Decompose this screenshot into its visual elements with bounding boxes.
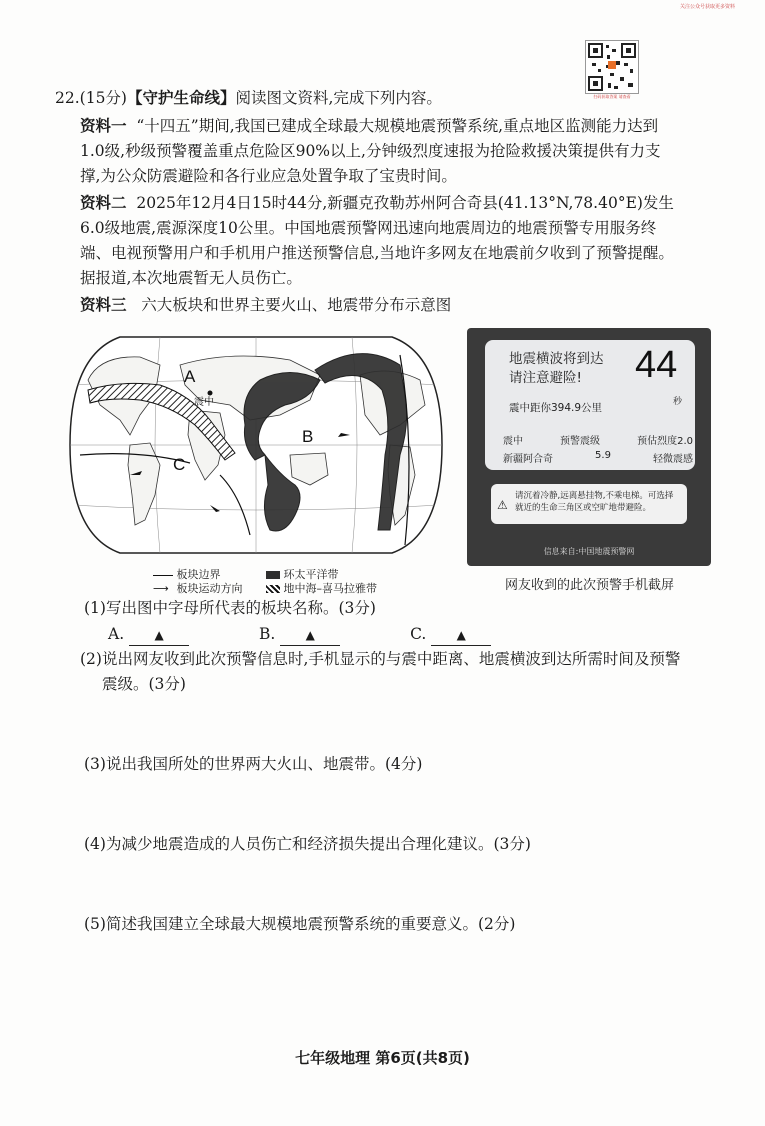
q3-text: (3)说出我国所处的世界两大火山、地震带。(4分) bbox=[84, 755, 423, 773]
legend-motion: 板块运动方向 bbox=[176, 582, 243, 595]
header-intensity: 预估烈度2.0 bbox=[637, 436, 693, 447]
material2-text: 2025年12月4日15时44分,新疆克孜勒苏州阿合奇县(41.13°N,78.40°E)发生 bbox=[136, 194, 674, 212]
material2-line1 bbox=[80, 193, 674, 213]
question-header bbox=[55, 88, 442, 108]
material2-line4: 据报道,本次地震暂无人员伤亡。 bbox=[80, 269, 302, 287]
q1-a-blank[interactable]: ▲ bbox=[129, 625, 189, 646]
top-note: 关注公众号获取更多资料 bbox=[680, 4, 736, 10]
material1-label: 资料一 bbox=[80, 117, 127, 135]
q1-a-label: A. bbox=[108, 625, 125, 643]
plate-map bbox=[60, 325, 452, 565]
q1-c-label: C. bbox=[410, 625, 427, 643]
phone-screenshot bbox=[467, 328, 711, 566]
epicenter-dot bbox=[208, 391, 213, 396]
legend-pacific: 环太平洋带 bbox=[283, 568, 339, 581]
material3-title: 六大板块和世界主要火山、地震带分布示意图 bbox=[141, 296, 452, 314]
countdown-unit: 秒 bbox=[673, 397, 683, 407]
material3-line bbox=[80, 295, 451, 315]
question-score: (15分) bbox=[79, 89, 127, 107]
info-table bbox=[503, 432, 693, 465]
material2-line2: 6.0级地震,震源深度10公里。中国地震预警网迅速向地震周边的地震预警专用服务终 bbox=[80, 219, 657, 237]
question-tag: 【守护生命线】 bbox=[126, 89, 236, 107]
page-footer: 七年级地理 第6页(共8页) bbox=[295, 1049, 470, 1067]
plate-c-label: C bbox=[173, 455, 186, 474]
q1-text: (1)写出图中字母所代表的板块名称。(3分) bbox=[84, 599, 376, 617]
warning-icon: ⚠ bbox=[497, 498, 508, 512]
q1-b-label: B. bbox=[258, 625, 276, 643]
alert-line1: 地震横波将到达 bbox=[509, 351, 604, 367]
q4-text: (4)为减少地震造成的人员伤亡和经济损失提出合理化建议。(3分) bbox=[84, 835, 531, 853]
q1-b-blank[interactable]: ▲ bbox=[280, 625, 340, 646]
plate-a-label: A bbox=[184, 367, 196, 386]
material1-line1 bbox=[80, 116, 658, 136]
epicenter-label: 震中 bbox=[194, 397, 214, 408]
material1-line2: 1.0级,秒级预警覆盖重点危险区90%以上,分钟级烈度速报为抢险救援决策提供有力支 bbox=[80, 142, 661, 160]
countdown: 44 bbox=[635, 344, 678, 386]
plate-b-label: B bbox=[302, 427, 314, 446]
qr-caption: 扫码获取答案 请查看 bbox=[593, 94, 631, 99]
material2-line3: 端、电视预警用户和手机用户推送预警信息,当地许多网友在地震前夕收到了预警提醒。 bbox=[80, 244, 674, 262]
value-intensity: 轻微震感 bbox=[653, 454, 693, 465]
advice-text: 请沉着冷静,远离悬挂物,不乘电梯。可选择就近的生命三角区或空旷地带避险。 bbox=[515, 491, 674, 513]
question-number: 22. bbox=[55, 89, 80, 107]
boundary-legend-icon bbox=[153, 575, 173, 576]
value-epicenter: 新疆阿合奇 bbox=[503, 454, 553, 465]
alert-text bbox=[509, 350, 604, 388]
legend bbox=[153, 566, 243, 594]
material3-label: 资料三 bbox=[80, 296, 127, 314]
q1-c-blank[interactable]: ▲ bbox=[431, 625, 491, 646]
material1-line3: 撑,为公众防震避险和各行业应急处置争取了宝贵时间。 bbox=[80, 167, 457, 185]
legend-belts bbox=[266, 566, 377, 594]
q1-blanks bbox=[108, 624, 491, 646]
pacific-legend-icon bbox=[266, 571, 280, 579]
header-epicenter: 震中 bbox=[503, 436, 523, 447]
value-magnitude: 5.9 bbox=[595, 450, 611, 461]
arrow-legend-icon: ⟶ bbox=[153, 582, 169, 595]
material1-text: “十四五”期间,我国已建成全球最大规模地震预警系统,重点地区监测能力达到 bbox=[136, 117, 659, 135]
q2-line2: 震级。(3分) bbox=[102, 675, 186, 693]
source-text: 信息来自:中国地震预警网 bbox=[543, 547, 635, 556]
legend-boundary: 板块边界 bbox=[176, 568, 221, 581]
distance-text: 震中距你394.9公里 bbox=[509, 402, 603, 414]
question-instruction: 阅读图文资料,完成下列内容。 bbox=[235, 89, 442, 107]
q5-text: (5)简述我国建立全球最大规模地震预警系统的重要意义。(2分) bbox=[84, 915, 516, 933]
mediterranean-legend-icon bbox=[266, 585, 280, 593]
material2-label: 资料二 bbox=[80, 194, 127, 212]
header-magnitude: 预警震级 bbox=[560, 436, 601, 447]
q2-line1: (2)说出网友收到此次预警信息时,手机显示的与震中距离、地震横波到达所需时间及预警 bbox=[80, 650, 681, 668]
qr-code-icon bbox=[585, 40, 639, 94]
alert-line2: 请注意避险! bbox=[509, 370, 582, 386]
phone-caption: 网友收到的此次预警手机截屏 bbox=[505, 578, 675, 593]
legend-mediterranean: 地中海–喜马拉雅带 bbox=[283, 582, 377, 595]
